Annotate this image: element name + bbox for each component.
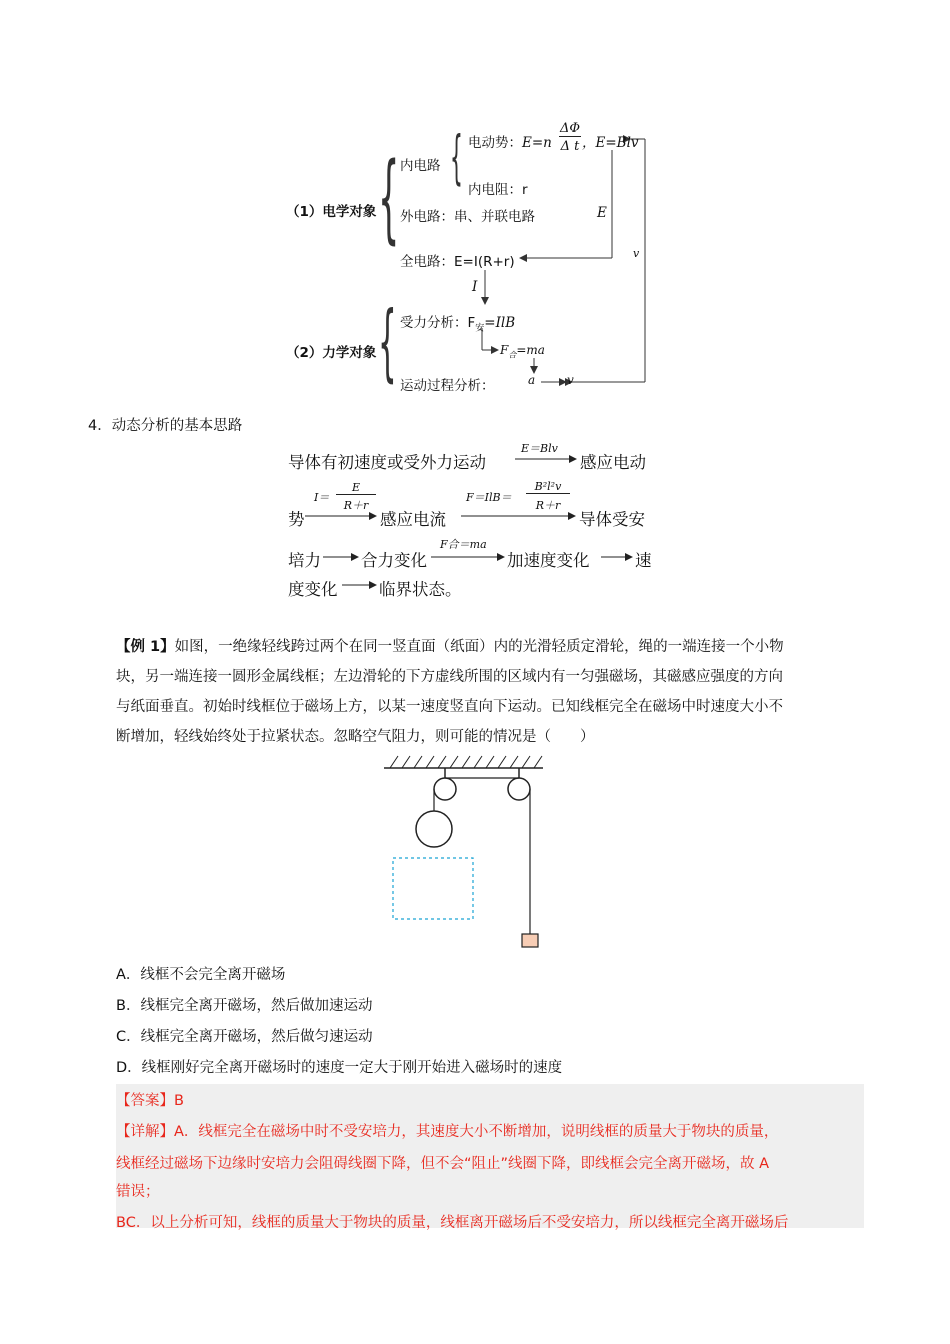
emf-blv: ，E=Blv <box>582 135 639 151</box>
detail-line-1: 【详解】A．线框完全在磁场中时不受安培力，其速度大小不断增加，说明线框的质量大于物块的质量， <box>116 1124 779 1140</box>
net-force: $F_合=ma$ <box>500 343 545 360</box>
flow-l2-t2: 导体受安 <box>579 510 645 529</box>
answer-line: 【答案】B <box>116 1093 184 1109</box>
small-block <box>522 934 538 947</box>
mechanical-object-label: （2）力学对象 <box>286 345 377 361</box>
outer-circuit: 外电路：串、并联电路 <box>400 209 535 225</box>
magnetic-field-region <box>393 858 473 919</box>
flow-l2-a2-lhs: F＝IlB＝ <box>466 491 512 504</box>
left-pulley <box>434 778 456 800</box>
flow-l4-t1: 度变化 <box>288 580 338 599</box>
inner-brace: { <box>450 123 463 191</box>
flow-l1-t2: 感应电动 <box>580 453 646 472</box>
flow-l2-t0: 势 <box>288 510 305 529</box>
pulley-figure <box>380 748 550 950</box>
diagram-lines <box>0 0 950 400</box>
example-line-4: 断增加，轻线始终处于拉紧状态。忽略空气阻力，则可能的情况是（ ） <box>116 729 595 745</box>
circular-coil <box>416 811 452 847</box>
option-c: C．线框完全离开磁场，然后做匀速运动 <box>116 1029 373 1045</box>
example-line-2: 块，另一端连接一圆形金属线框；左边滑轮的下方虚线所围的区域内有一匀强磁场，其磁感应强度的方向 <box>116 669 783 685</box>
electrical-object-label: （1）电学对象 <box>286 204 377 220</box>
flow-l2-t1: 感应电流 <box>380 510 446 529</box>
motion-analysis: 运动过程分析： <box>400 378 495 394</box>
flow-l3-t3: 加速度变化 <box>507 551 590 570</box>
example-line-1: 【例 1】如图，一绝缘轻线跨过两个在同一竖直面（纸面）内的光滑轻质定滑轮，绳的一端连接一个小物 <box>116 639 784 655</box>
force-analysis: 受力分析：$F_安=IlB$ <box>400 315 516 334</box>
flow-l1-t1: 导体有初速度或受外力运动 <box>288 453 486 472</box>
a-label: a <box>528 373 536 387</box>
e-label: E <box>597 205 607 221</box>
i-label: I <box>472 279 478 295</box>
v-label: v <box>633 247 640 260</box>
v2-label: v <box>567 373 574 387</box>
electrical-brace: { <box>378 142 400 254</box>
whole-circuit: 全电路：E=I(R+r) <box>400 254 515 270</box>
flow-l2-a2-num: B²l²v <box>526 480 570 494</box>
detail-line-2: 线框经过磁场下边缘时安培力会阻碍线圈下降，但不会“阻止”线圈下降，即线框会完全离开磁场，故 A <box>116 1156 770 1172</box>
detail-line-3: 错误； <box>116 1184 160 1200</box>
option-b: B．线框完全离开磁场，然后做加速运动 <box>116 998 373 1014</box>
inner-circuit-label: 内电路 <box>400 158 441 174</box>
option-d: D．线框刚好完全离开磁场时的速度一定大于刚开始进入磁场时的速度 <box>116 1060 563 1076</box>
emf-numerator: ΔΦ <box>559 121 581 136</box>
flow-l1-arrow: E＝Blv <box>521 442 558 455</box>
flow-l3-t1: 培力 <box>288 551 321 570</box>
ceiling-hatch <box>390 756 542 768</box>
emf-denominator: Δ t <box>560 139 580 154</box>
mechanical-brace: { <box>378 293 397 391</box>
flow-l3-t4: 速 <box>635 551 652 570</box>
emf-formula: 电动势：E=n <box>468 135 552 151</box>
flow-l4-t2: 临界状态。 <box>379 580 462 599</box>
section-heading: 4．动态分析的基本思路 <box>88 418 243 434</box>
option-a: A．线框不会完全离开磁场 <box>116 967 286 983</box>
example-paragraph <box>116 632 861 752</box>
flow-l2-a1-lhs: I＝ <box>314 491 330 504</box>
right-pulley <box>508 778 530 800</box>
example-line-3: 与纸面垂直。初始时线框位于磁场上方，以某一速度竖直向下运动。已知线框完全在磁场中时速度大小不 <box>116 699 783 715</box>
flow-l2-a2-den: R＋r <box>535 499 561 512</box>
flow-l2-a1-num: E <box>336 481 376 495</box>
flow-l3-t2: 合力变化 <box>361 551 427 570</box>
inner-resistance: 内电阻：r <box>468 182 528 198</box>
flow-l2-a1-den: R＋r <box>343 499 369 512</box>
detail-line-4: BC．以上分析可知，线框的质量大于物块的质量，线框离开磁场后不受安培力，所以线框完全离开磁场后 <box>116 1215 789 1231</box>
flow-l3-arrow: F合＝ma <box>440 538 487 551</box>
